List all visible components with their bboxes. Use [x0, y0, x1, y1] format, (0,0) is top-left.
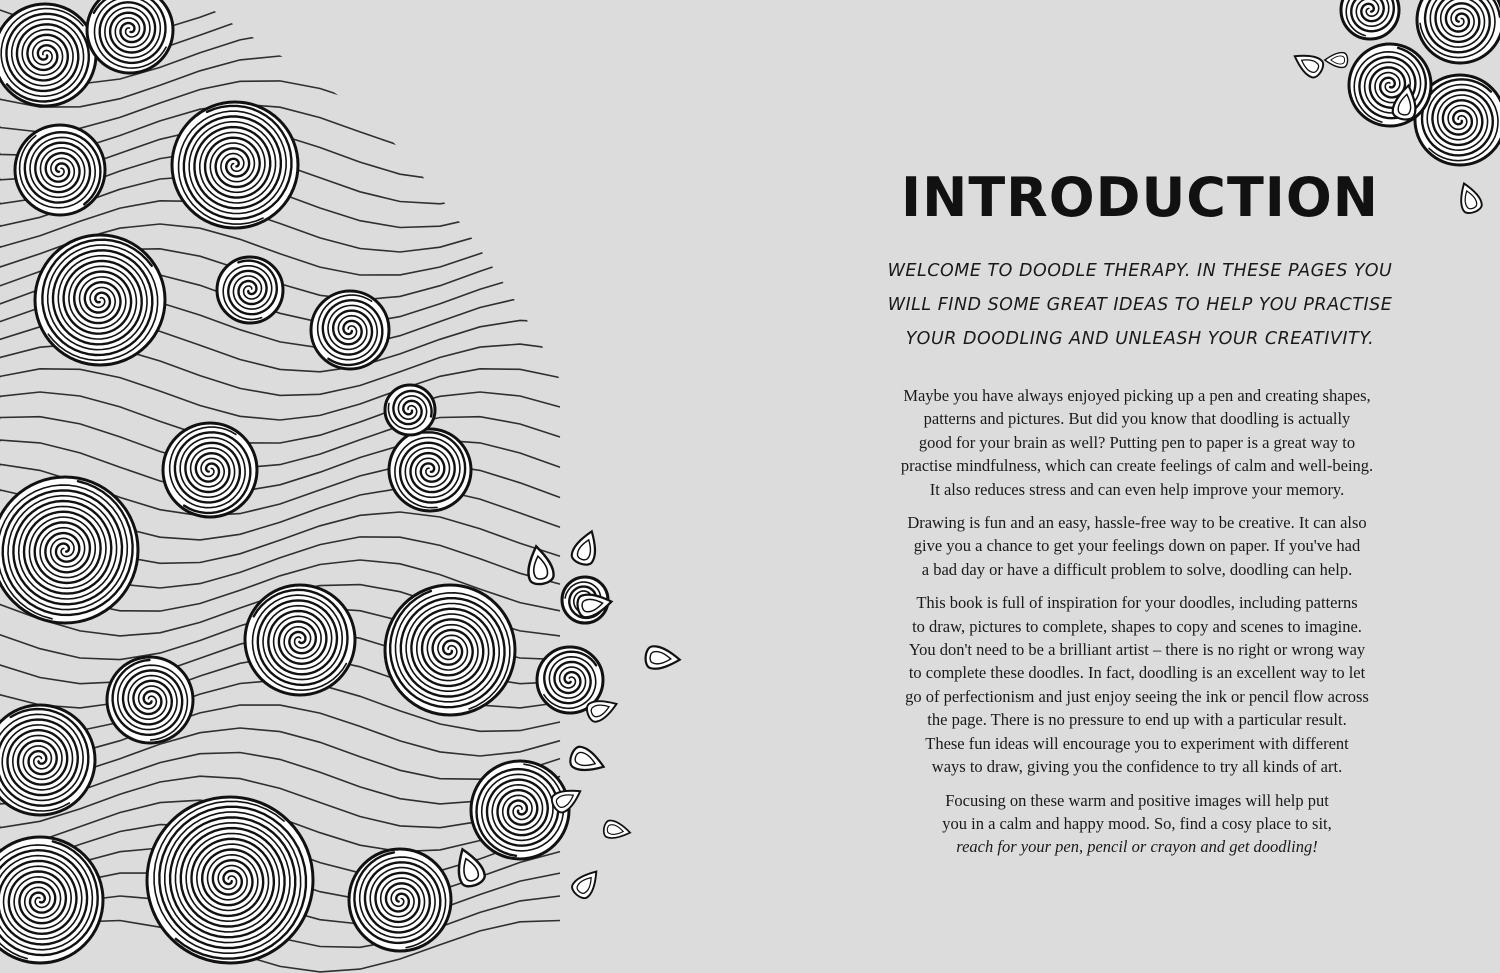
droplet-icon [569, 865, 604, 901]
swirl-shape [0, 477, 138, 623]
swirl-shape [0, 705, 95, 815]
droplet-icon [524, 544, 555, 586]
swirl-shape [15, 125, 105, 215]
text-line: patterns and pictures. But did you know that doodling is actually [923, 409, 1351, 429]
text-line: you in a calm and happy mood. So, find a cosy place to sit, [942, 813, 1332, 833]
droplet-icon [602, 819, 631, 841]
page-title: INTRODUCTION [901, 166, 1379, 229]
paragraph [862, 789, 1412, 859]
text-line: These fun ideas will encourage you to experiment with different [925, 733, 1349, 753]
text-line: a bad day or have a difficult problem to solve, doodling can help. [921, 559, 1353, 579]
droplet-icon [451, 845, 487, 889]
droplet-icon [1290, 48, 1326, 81]
droplet-icon [1325, 53, 1348, 68]
text-line: the page. There is no pressure to end up with a particular result. [927, 710, 1347, 730]
lead-line: YOUR DOODLING AND UNLEASH YOUR CREATIVITY. [905, 329, 1375, 349]
droplet-icon [570, 528, 603, 568]
text-line: Focusing on these warm and positive images will help put [945, 790, 1329, 810]
text-line: go of perfectionism and just enjoy seeing the ink or pencil flow across [905, 686, 1369, 706]
swirl-shape [311, 291, 389, 369]
paragraph [862, 591, 1412, 778]
swirl-shape [389, 429, 471, 511]
paragraph [862, 384, 1412, 501]
lead-line: WILL FIND SOME GREAT IDEAS TO HELP YOU PRACTISE [887, 295, 1393, 315]
swirl-shape [217, 257, 283, 323]
text-line: to complete these doodles. In fact, doodling is an excellent way to let [908, 663, 1366, 683]
swirl-shape [0, 4, 96, 106]
intro-lead [880, 254, 1400, 356]
swirl-shape [471, 761, 569, 859]
swirl-shape [147, 797, 313, 963]
swirl-shape [385, 385, 435, 435]
swirl-shape [87, 0, 173, 73]
swirl-shape [245, 585, 355, 695]
droplet-icon [568, 745, 608, 778]
text-line: Maybe you have always enjoyed picking up a pen and creating shapes, [903, 386, 1371, 405]
text-line: to draw, pictures to complete, shapes to copy and scenes to imagine. [912, 616, 1362, 636]
swirl-shape [35, 235, 165, 365]
text-line: You don't need to be a brilliant artist – there is no right or wrong way [908, 640, 1366, 660]
swirl-shape [172, 102, 298, 228]
text-line: practise mindfulness, which can create feelings of calm and well-being. [900, 456, 1374, 476]
swirl-shape [1349, 44, 1431, 126]
text-line: This book is full of inspiration for your doodles, including patterns [916, 593, 1358, 613]
droplet-icon [1455, 180, 1484, 215]
swirl-doodle-art [0, 0, 700, 973]
swirl-shape [107, 657, 193, 743]
swirl-shape [385, 585, 515, 715]
droplet-icon [645, 646, 681, 671]
closing-italic-line: reach for your pen, pencil or crayon and get doodling! [956, 837, 1318, 857]
text-line: good for your brain as well? Putting pen to paper is a great way to [918, 432, 1356, 452]
swirl-shape [349, 849, 451, 951]
swirl-shape [1417, 0, 1500, 63]
paragraph [862, 511, 1412, 581]
swirl-shape [163, 423, 257, 517]
intro-body [862, 384, 1412, 869]
text-line: give you a chance to get your feelings down on paper. If you've had [913, 536, 1361, 556]
strand-line [0, 369, 560, 420]
text-line: ways to draw, giving you the confidence to try all kinds of art. [931, 757, 1343, 777]
text-line: Drawing is fun and an easy, hassle-free way to be creative. It can also [907, 513, 1367, 533]
text-line: It also reduces stress and can even help improve your memory. [929, 479, 1345, 499]
swirl-shape [0, 837, 103, 963]
lead-line: WELCOME TO DOODLE THERAPY. IN THESE PAGES YOU [887, 261, 1393, 281]
swirl-shape [1341, 0, 1399, 39]
